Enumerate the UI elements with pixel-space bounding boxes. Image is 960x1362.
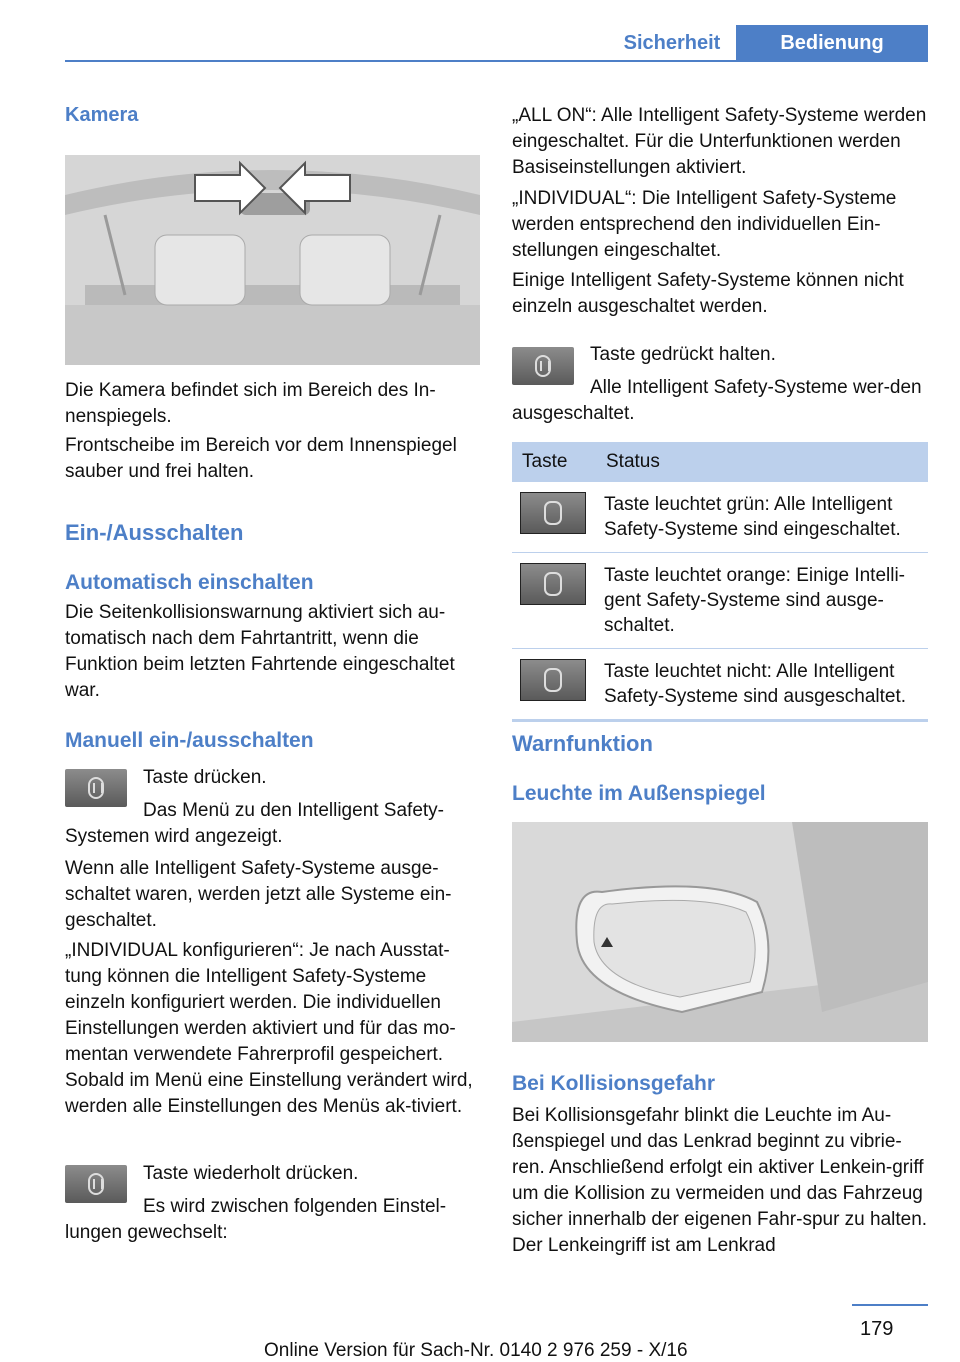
table-row: [512, 649, 928, 721]
safety-button-icon: [544, 572, 562, 596]
auto-text: Die Seitenkollisionswarnung aktiviert sich au-tomatisch nach dem Fahrtantritt, wenn die Funktion beim letzten Fahrtende eingeschaltet war.: [65, 602, 455, 701]
auto-heading: Automatisch einschalten: [65, 571, 314, 594]
table-row: [512, 482, 928, 553]
some-systems-text: Einige Intelligent Safety-Systeme können nicht einzeln ausgeschaltet werden.: [512, 270, 904, 317]
manual-heading: Manuell ein-/ausschalten: [65, 729, 314, 752]
mirror-heading: Leuchte im Außenspiegel: [512, 782, 766, 805]
camera-illustration: [65, 155, 480, 365]
status-cell: Taste leuchtet grün: Alle Intelligent Safety-Systeme sind eingeschaltet.: [596, 482, 928, 553]
mirror-illustration: [512, 822, 928, 1042]
safety-button-icon: [88, 777, 104, 799]
hold-button-text: Taste gedrückt halten.: [590, 344, 776, 365]
individual-text: „INDIVIDUAL“: Die Intelligent Safety-Systeme werden entsprechend den individuellen Ein-stellungen eingeschaltet.: [512, 188, 897, 261]
page-number: 179: [860, 1318, 894, 1340]
button-off-image: [520, 659, 586, 701]
individual-config-text: „INDIVIDUAL konfigurieren“: Je nach Ausstat-tung können die Intelligent Safety-Systeme einzeln konfiguriert werden. Die individuellen Einstellungen werden aktiviert und für das mo-mentan verwendete Fahrerprofil gespeichert. Sobald im Menü eine Einstellung verändert wird, werden alle Einstellungen des Menüs ak-tiviert.: [65, 940, 473, 1117]
tab-sicherheit[interactable]: Sicherheit: [623, 32, 721, 54]
button-green-image: [520, 492, 586, 534]
camera-heading: Kamera: [65, 104, 139, 126]
camera-location-text: Die Kamera befindet sich im Bereich des In-nenspiegels.: [65, 380, 436, 427]
safety-button-icon: [88, 1173, 104, 1195]
all-off-text: Wenn alle Intelligent Safety-Systeme ausge-schaltet waren, werden jetzt alle Systeme ein-geschaltet.: [65, 858, 452, 931]
status-table: [512, 442, 928, 722]
menu-shown-text: Das Menü zu den Intelligent Safety-Systemen wird angezeigt.: [65, 800, 445, 847]
table-header-row: [512, 442, 928, 482]
safety-button-icon: [535, 355, 551, 377]
button-orange-image: [520, 563, 586, 605]
collision-heading: Bei Kollisionsgefahr: [512, 1072, 716, 1095]
table-row: [512, 553, 928, 649]
status-cell: Taste leuchtet orange: Einige Intelli-gent Safety-Systeme sind ausge-schaltet.: [596, 553, 928, 649]
onoff-heading: Ein-/Ausschalten: [65, 520, 244, 545]
press-button-text: Taste drücken.: [143, 767, 267, 788]
camera-clean-text: Frontscheibe im Bereich vor dem Innenspiegel sauber und frei halten.: [65, 435, 457, 482]
safety-button-icon: [544, 501, 562, 525]
tab-bedienung[interactable]: Bedienung: [736, 25, 928, 62]
footer-rule: [852, 1304, 928, 1306]
header-rule: [65, 60, 927, 62]
safety-button-icon: [544, 668, 562, 692]
footer-version: Online Version für Sach-Nr. 0140 2 976 259 - X/16: [264, 1340, 688, 1361]
press-repeat-text: Taste wiederholt drücken.: [143, 1163, 359, 1184]
collision-text: Bei Kollisionsgefahr blinkt die Leuchte im Au-ßenspiegel und das Lenkrad beginnt zu vibrie-ren. Anschließend erfolgt ein aktiver Lenkein-griff um die Kollision zu vermeiden und das Fahrzeug sicher innerhalb der eigenen Fahr-spur zu halten. Der Lenkeingriff ist am Lenkrad: [512, 1105, 928, 1256]
status-cell: Taste leuchtet nicht: Alle Intelligent Safety-Systeme sind ausgeschaltet.: [596, 649, 928, 721]
all-off-hold-text: Alle Intelligent Safety-Systeme wer-den ausgeschaltet.: [512, 377, 922, 424]
switch-between-text: Es wird zwischen folgenden Einstel-lungen gewechselt:: [65, 1196, 447, 1243]
col-header-status: Status: [596, 442, 928, 482]
warn-heading: Warnfunktion: [512, 731, 653, 756]
col-header-taste: Taste: [512, 442, 596, 482]
all-on-text: „ALL ON“: Alle Intelligent Safety-Systeme werden eingeschaltet. Für die Unterfunktionen werden Basiseinstellungen aktiviert.: [512, 105, 927, 178]
